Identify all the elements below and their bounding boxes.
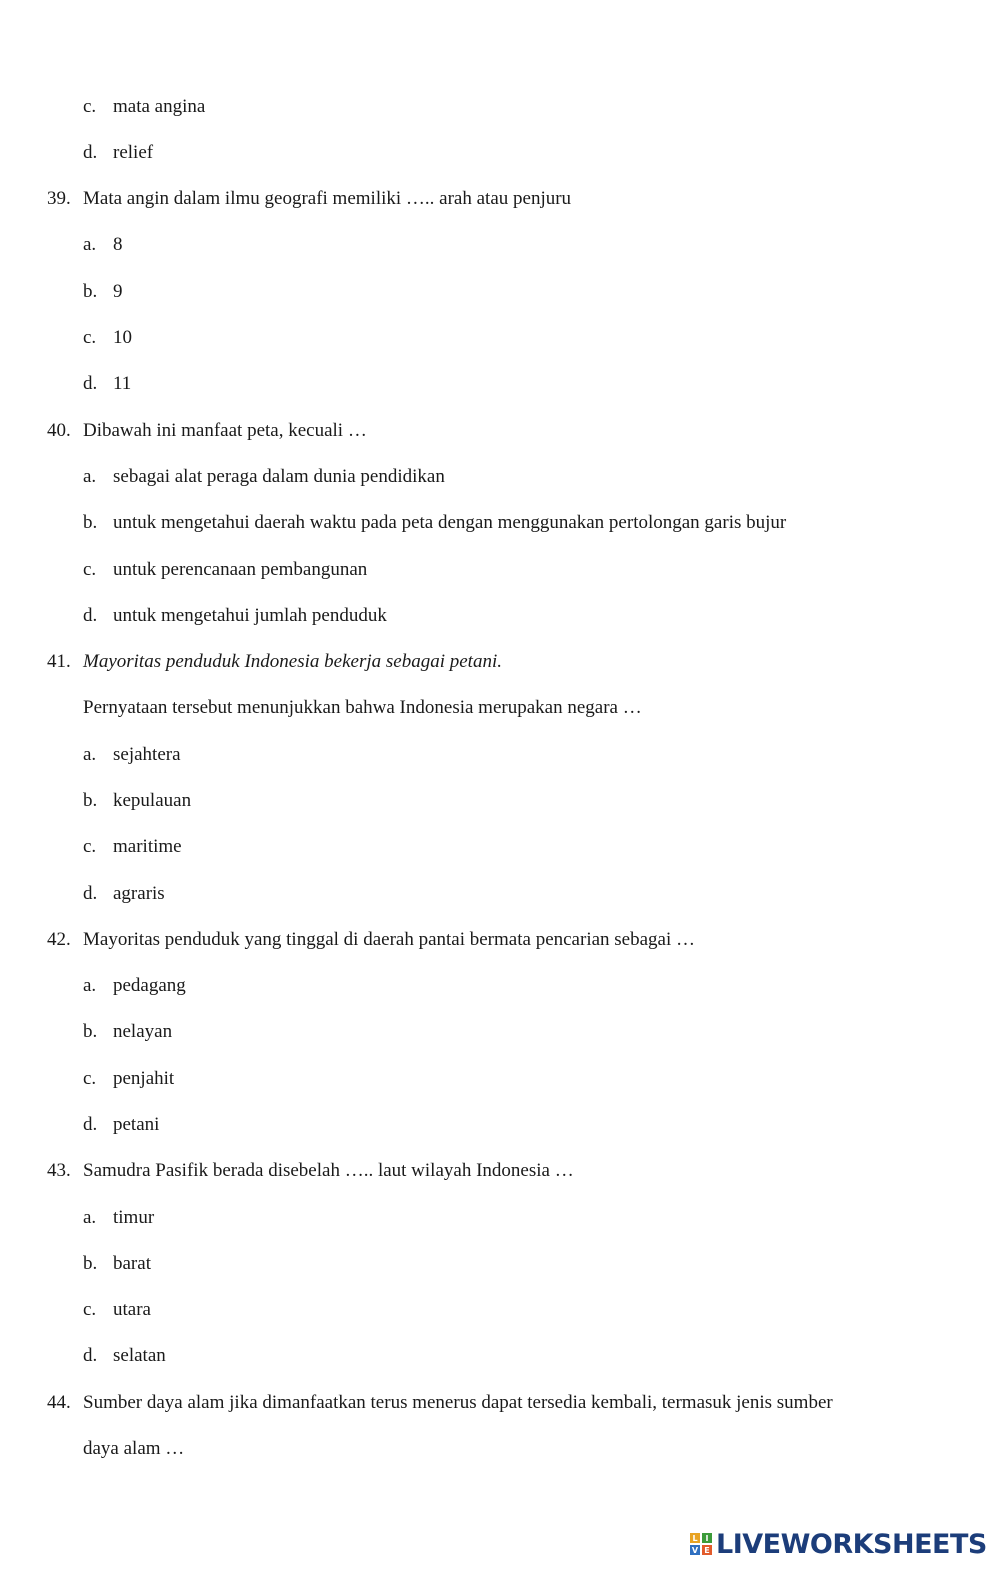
- option-text: utara: [113, 1299, 151, 1320]
- option-text: pedagang: [113, 975, 186, 996]
- question-text-continued: daya alam …: [83, 1438, 185, 1459]
- option-text: selatan: [113, 1345, 166, 1366]
- option-text: untuk mengetahui jumlah penduduk: [113, 605, 387, 626]
- question-number: 42.: [47, 929, 71, 950]
- option-letter: b.: [83, 1021, 98, 1042]
- option-text: nelayan: [113, 1021, 173, 1042]
- option-text: kepulauan: [113, 790, 192, 811]
- option-text: 11: [113, 373, 132, 394]
- option-text: petani: [113, 1114, 160, 1135]
- option-letter: a.: [83, 234, 97, 255]
- option-text: 9: [113, 281, 123, 302]
- question-statement: Mayoritas penduduk Indonesia bekerja sebagai petani.: [83, 651, 502, 672]
- option-letter: c.: [83, 1068, 97, 1089]
- option-letter: d.: [83, 1114, 98, 1135]
- question-number: 39.: [47, 188, 71, 209]
- question-text: Mayoritas penduduk yang tinggal di daerah pantai bermata pencarian sebagai …: [83, 929, 695, 950]
- question-number: 41.: [47, 651, 71, 672]
- option-letter: c.: [83, 559, 97, 580]
- option-text: untuk mengetahui daerah waktu pada peta dengan menggunakan pertolongan garis bujur: [113, 512, 787, 533]
- option-letter: b.: [83, 281, 98, 302]
- question-number: 40.: [47, 420, 71, 441]
- option-letter: c.: [83, 96, 97, 117]
- logo-cell: L: [690, 1533, 700, 1543]
- question-text: Samudra Pasifik berada disebelah ….. laut wilayah Indonesia …: [83, 1160, 574, 1181]
- question-number: 44.: [47, 1392, 71, 1413]
- logo-cell: V: [691, 1545, 699, 1555]
- option-text: agraris: [113, 883, 165, 904]
- option-text: sebagai alat peraga dalam dunia pendidikan: [113, 466, 445, 487]
- option-text: 8: [113, 234, 123, 255]
- option-letter: d.: [83, 605, 98, 626]
- logo-text: LIVEWORKSHEETS: [716, 1528, 987, 1560]
- option-text: penjahit: [113, 1068, 175, 1089]
- option-letter: a.: [83, 466, 97, 487]
- option-text: relief: [113, 142, 154, 163]
- question-text: Sumber daya alam jika dimanfaatkan terus menerus dapat tersedia kembali, termasuk jenis sumber: [83, 1392, 833, 1413]
- liveworksheets-logo: [690, 1528, 987, 1560]
- question-number: 43.: [47, 1160, 71, 1181]
- option-text: maritime: [113, 836, 182, 857]
- option-letter: c.: [83, 327, 97, 348]
- question-text: Pernyataan tersebut menunjukkan bahwa Indonesia merupakan negara …: [83, 697, 642, 718]
- option-text: sejahtera: [113, 744, 181, 765]
- logo-mark-icon: [690, 1533, 712, 1555]
- option-letter: b.: [83, 512, 98, 533]
- logo-cell: I: [702, 1533, 712, 1543]
- option-letter: c.: [83, 1299, 97, 1320]
- option-text: barat: [113, 1253, 151, 1274]
- option-letter: a.: [83, 975, 97, 996]
- option-letter: d.: [83, 1345, 98, 1366]
- option-letter: b.: [83, 1253, 98, 1274]
- option-letter: a.: [83, 744, 97, 765]
- logo-cell: E: [702, 1545, 712, 1555]
- option-text: timur: [113, 1207, 155, 1228]
- option-letter: b.: [83, 790, 98, 811]
- question-text: Mata angin dalam ilmu geografi memiliki ….. arah atau penjuru: [83, 188, 572, 209]
- option-letter: d.: [83, 373, 98, 394]
- option-letter: c.: [83, 836, 97, 857]
- option-letter: d.: [83, 883, 98, 904]
- option-text: 10: [113, 327, 132, 348]
- option-text: untuk perencanaan pembangunan: [113, 559, 368, 580]
- option-text: mata angina: [113, 96, 206, 117]
- option-letter: d.: [83, 142, 98, 163]
- option-letter: a.: [83, 1207, 97, 1228]
- question-text: Dibawah ini manfaat peta, kecuali …: [83, 420, 367, 441]
